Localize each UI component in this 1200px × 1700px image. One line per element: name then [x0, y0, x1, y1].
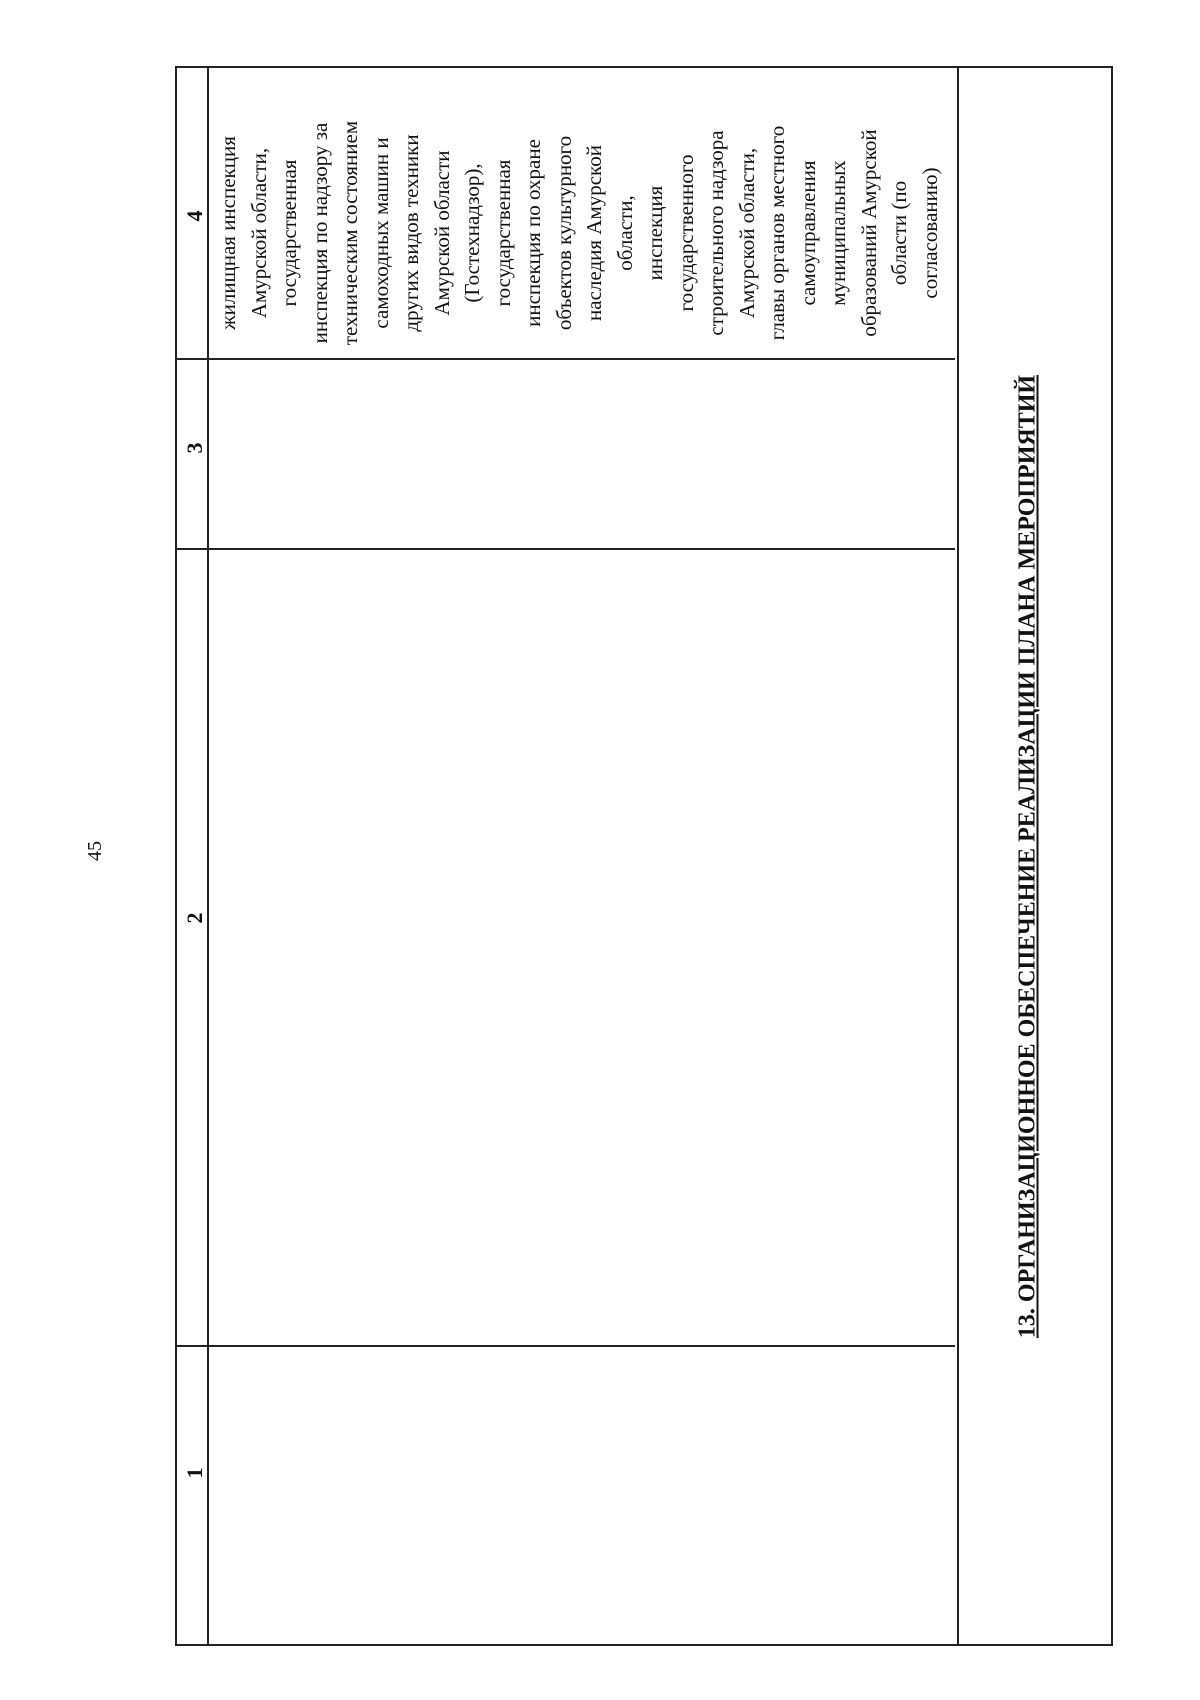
column-4-line: техническим состоянием: [338, 120, 362, 346]
column-4-line: образований Амурской: [856, 129, 881, 337]
column-4-text: [206, 70, 996, 370]
section-title: 13. ОРГАНИЗАЦИОННОЕ ОБЕСПЕЧЕНИЕ РЕАЛИЗАЦИИ ПЛАНА МЕРОПРИЯТИЙ: [1014, 374, 1041, 1339]
column-border-1-2: [177, 1345, 955, 1347]
column-4-line: Амурской области,: [246, 147, 271, 319]
page-number: 45: [84, 841, 106, 861]
column-4-line: строительного надзора: [704, 130, 728, 336]
column-header-4: 4: [182, 210, 207, 222]
column-4-line: области,: [612, 195, 637, 271]
column-border-2-3: [177, 548, 955, 550]
column-4-line: государственная: [490, 159, 515, 307]
column-header-3: 3: [182, 442, 207, 454]
column-4-line: Амурской области,: [734, 147, 759, 319]
column-4-line: инспекция по охране: [521, 139, 545, 327]
column-4-line: области (по: [887, 180, 911, 286]
section-title-row: [958, 68, 1110, 1644]
column-header-1: 1: [182, 1467, 207, 1479]
column-4-line: самоуправления: [795, 160, 820, 306]
column-4-line: объектов культурного: [551, 135, 576, 331]
column-4-line: Амурской области: [429, 150, 454, 316]
column-4-line: самоходных машин и: [368, 137, 393, 329]
column-4-line: главы органов местного: [765, 125, 789, 341]
column-4-line: государственная: [277, 159, 301, 307]
column-header-2: 2: [182, 912, 207, 924]
column-4-line: муниципальных: [826, 160, 850, 306]
column-4-line: государственного: [673, 154, 698, 312]
column-4-line: инспекция: [643, 185, 667, 281]
column-4-line: других видов техники: [399, 134, 423, 332]
column-4-line: жилищная инспекция: [216, 136, 240, 330]
column-4-line: наследия Амурской: [582, 145, 606, 321]
column-4-line: согласованию): [917, 167, 942, 299]
column-4-line: (Гостехнадзор),: [460, 163, 484, 303]
column-4-line: инспекция по надзору за: [307, 122, 332, 344]
